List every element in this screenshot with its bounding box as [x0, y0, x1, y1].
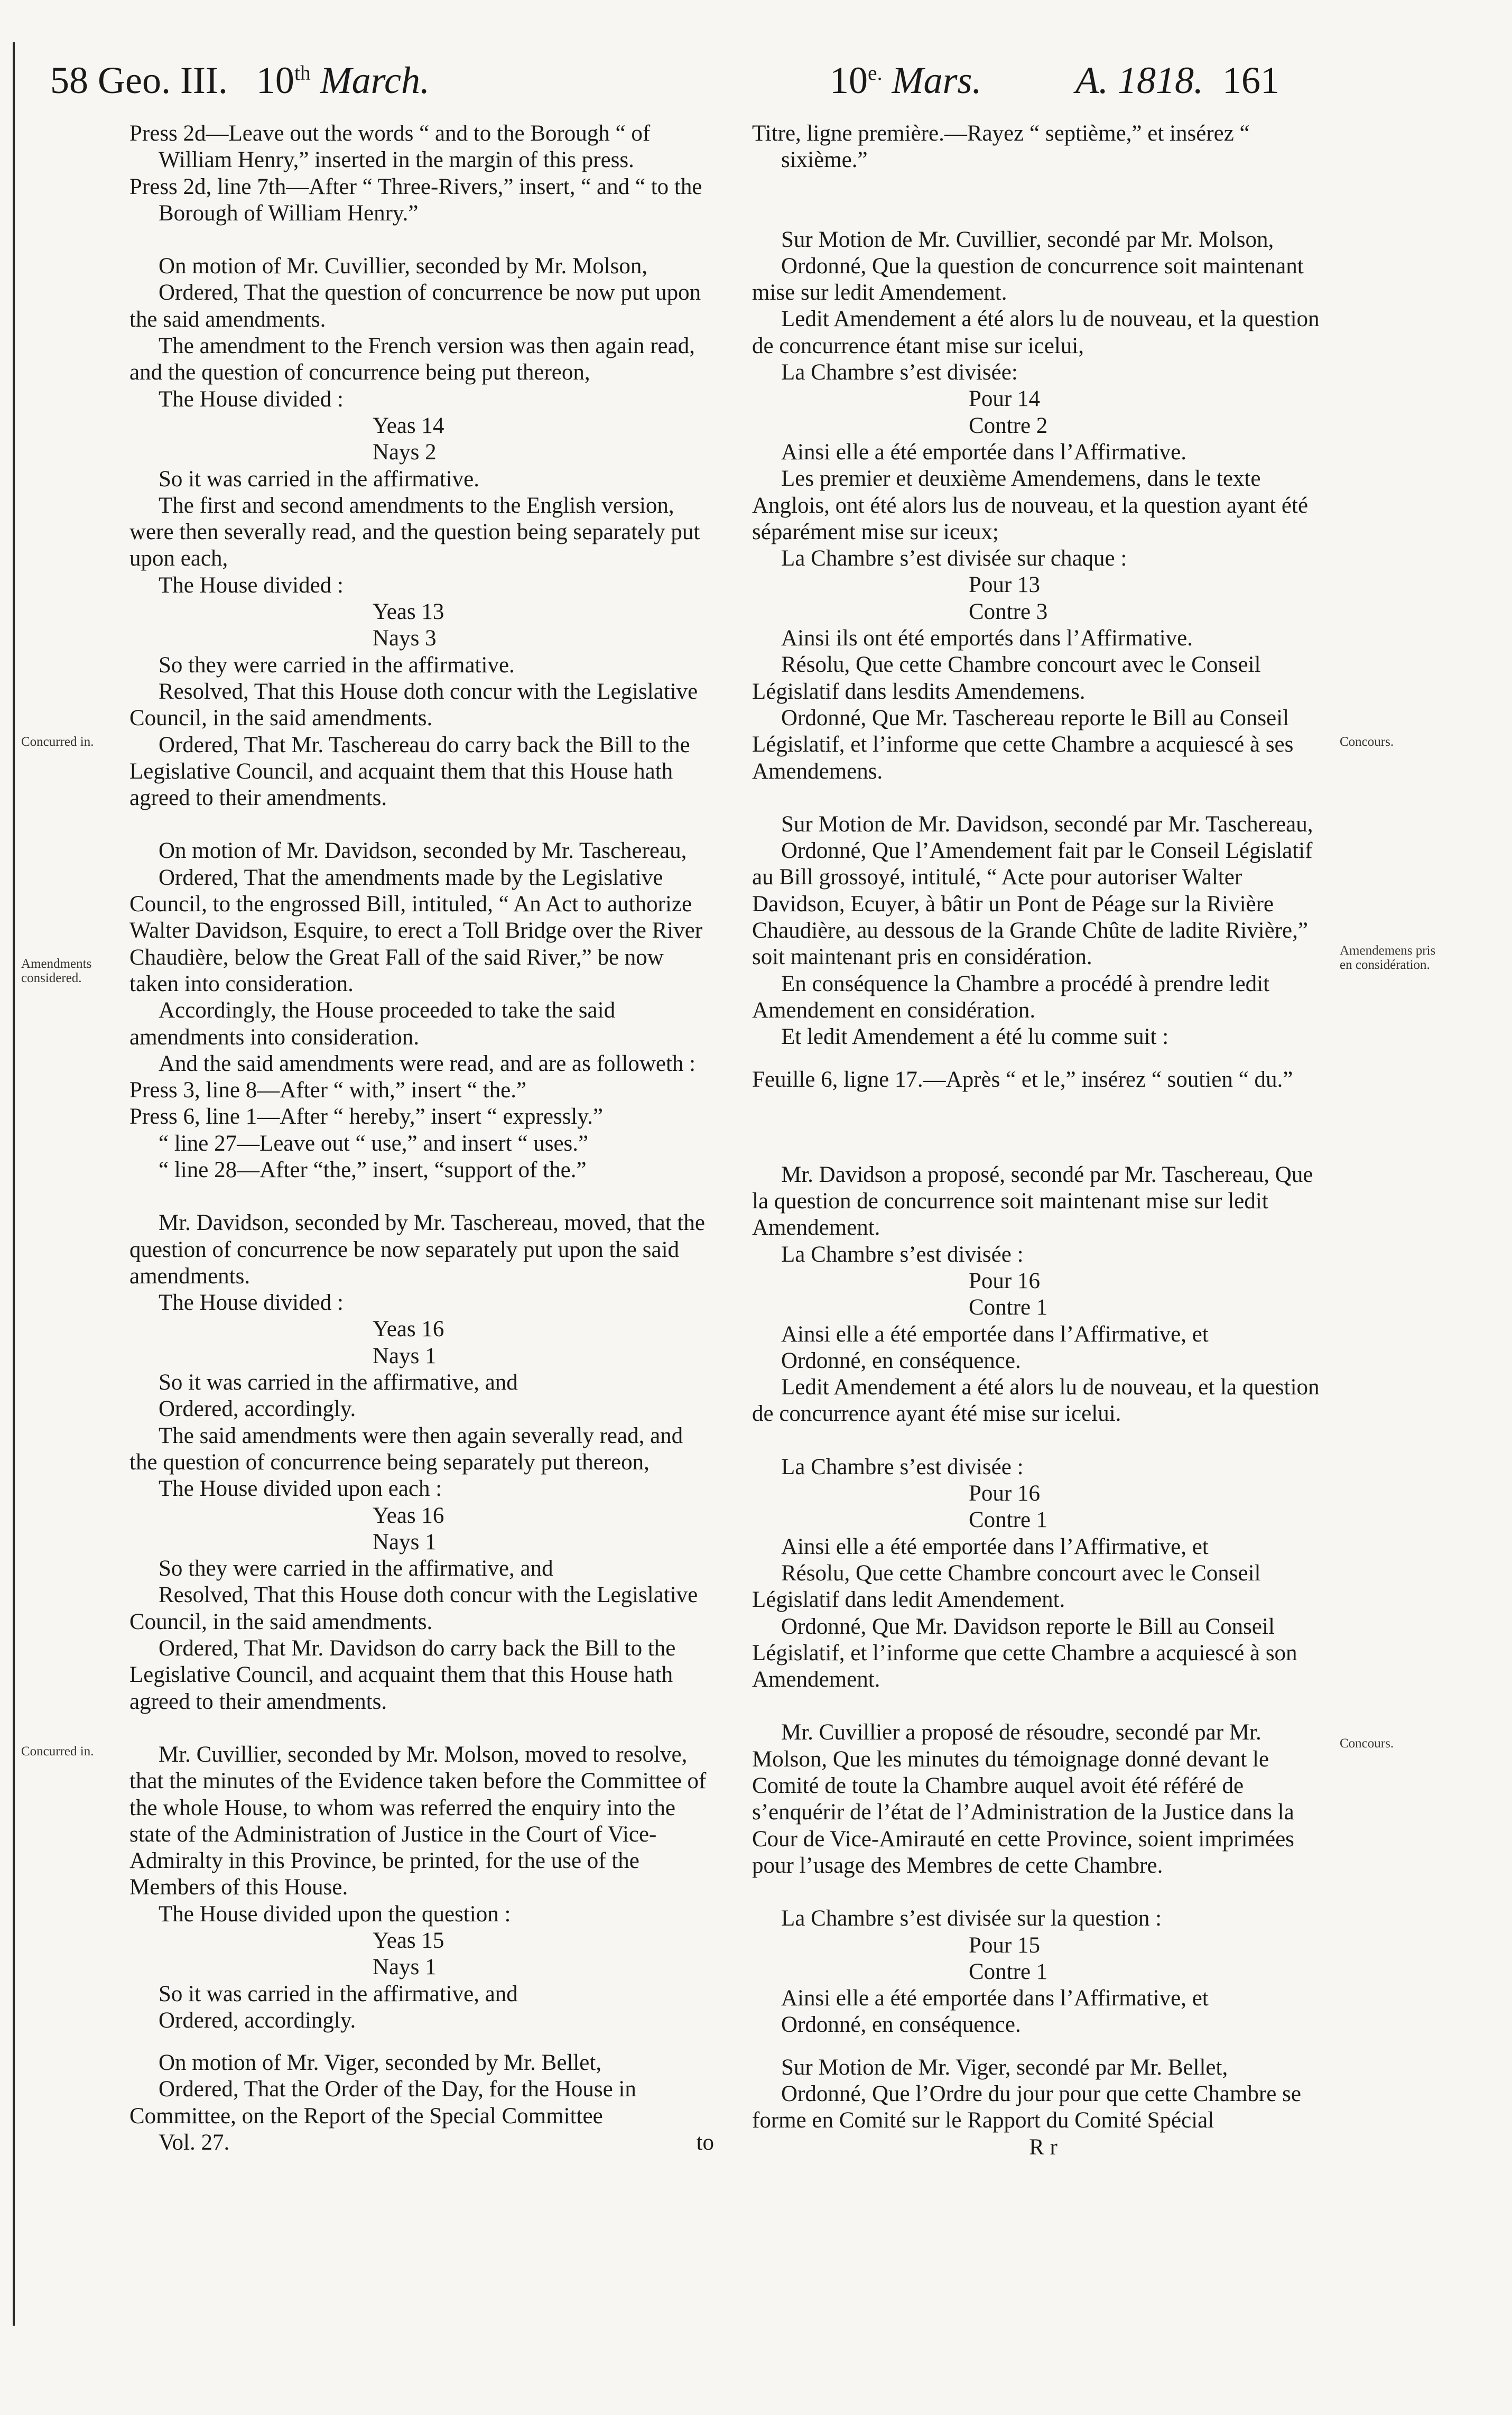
- vote-pour: Pour 16: [969, 1268, 1040, 1293]
- day-number: 10: [256, 59, 294, 101]
- running-head-left: [50, 59, 430, 101]
- paragraph: Ledit Amendement a été alors lu de nouveau, et la question de concurrence ayant été mise sur icelui.: [752, 1375, 1320, 1427]
- margin-note-left: Amendments considered.: [21, 957, 92, 985]
- footer-left: [129, 2130, 714, 2156]
- paragraph: So it was carried in the affirmative.: [159, 466, 479, 492]
- vote-yeas: Yeas 13: [373, 599, 444, 625]
- page-number: 161: [1222, 59, 1279, 101]
- amendment-line: “ line 27—Leave out “ use,” and insert “ uses.”: [159, 1131, 589, 1156]
- amendment-line: Press 2d—Leave out the words “ and to the Borough “ of William Henry,” inserted in the margin of this press.: [129, 121, 651, 173]
- paragraph: Ainsi elle a été emportée dans l’Affirmative, et: [781, 1321, 1209, 1347]
- amendment-line: “ line 28—After “the,” insert, “support of the.”: [159, 1157, 587, 1182]
- signature-mark: R r: [1029, 2134, 1058, 2160]
- paragraph: En conséquence la Chambre a procédé à prendre ledit Amendement en considération.: [752, 971, 1270, 1023]
- vote-yeas: Yeas 15: [373, 1928, 444, 1953]
- vote-contre: Contre 1: [969, 1507, 1048, 1533]
- paragraph: Accordingly, the House proceeded to take the said amendments into consideration.: [129, 998, 616, 1050]
- paragraph: Résolu, Que cette Chambre concourt avec le Conseil Législatif dans ledit Amendement.: [752, 1560, 1261, 1613]
- vote-nays: Nays 3: [373, 626, 437, 651]
- paragraph: Ordonné, Que Mr. Taschereau reporte le Bill au Conseil Législatif, et l’informe que cette Chambre a acquiescé à ses Amendemens.: [752, 705, 1294, 784]
- reign: Geo. III.: [98, 59, 228, 101]
- paragraph: Sur Motion de Mr. Cuvillier, secondé par Mr. Molson,: [781, 227, 1274, 252]
- margin-note-right: Amendemens pris en considération.: [1340, 943, 1436, 972]
- paragraph: Resolved, That this House doth concur with the Legislative Council, in the said amendments.: [129, 1583, 698, 1634]
- vote-contre: Contre 1: [969, 1295, 1048, 1320]
- amendment-line: Press 3, line 8—After “ with,” insert “ the.”: [129, 1078, 527, 1103]
- paragraph: Ordered, That the question of concurrence be now put upon the said amendments.: [129, 280, 701, 332]
- paragraph: The House divided :: [159, 572, 344, 598]
- paragraph: Mr. Cuvillier, seconded by Mr. Molson, moved to resolve, that the minutes of the Evidence taken before the Committee of the whole House, to whom was referred the enquiry into the state of the Administration of Justice in the Court of Vice-Admiralty in this Province, be printed, for the use of the Members of this House.: [129, 1742, 707, 1900]
- paragraph: So they were carried in the affirmative.: [159, 652, 515, 678]
- running-head-right: [830, 59, 981, 101]
- paragraph: The House divided upon each :: [159, 1476, 442, 1502]
- paragraph: The first and second amendments to the English version, were then severally read, and the question being separately put upon each,: [129, 493, 700, 571]
- volume-mark: Vol. 27.: [159, 2130, 230, 2155]
- paragraph: Ordered, That the amendments made by the Legislative Council, to the engrossed Bill, intituled, “ An Act to authorize Walter Davidson, Esquire, to erect a Toll Bridge over the River Chaudière, below the Great Fall of the said River,” be now taken into consideration.: [129, 865, 703, 996]
- paragraph: So it was carried in the affirmative, and: [159, 1981, 518, 2006]
- catchword: to: [696, 2130, 714, 2155]
- amendment-line: Press 2d, line 7th—After “ Three-Rivers,” insert, “ and “ to the Borough of William Henry.”: [129, 174, 702, 226]
- paragraph: Mr. Davidson a proposé, secondé par Mr. Taschereau, Que la question de concurrence soit maintenant mise sur ledit Amendement.: [752, 1162, 1313, 1241]
- margin-note-right: Concours.: [1340, 1736, 1394, 1751]
- paragraph: Ordered, accordingly.: [159, 2007, 356, 2033]
- paragraph: The said amendments were then again severally read, and the question of concurrence being separately put thereon,: [129, 1423, 683, 1475]
- paragraph: Ordonné, Que l’Amendement fait par le Conseil Législatif au Bill grossoyé, intitulé, “ Acte pour autoriser Walter Davidson, Ecuyer, à bâtir un Pont de Péage sur la Rivière Chaudière, au dessous de la Grande Chûte de ladite Rivière,” soit maintenant pris en considération.: [752, 838, 1313, 970]
- anno: A. 1818.: [1075, 59, 1203, 101]
- day-number-fr: 10: [830, 59, 868, 101]
- paragraph: Sur Motion de Mr. Viger, secondé par Mr. Bellet,: [781, 2055, 1228, 2080]
- paragraph: On motion of Mr. Davidson, seconded by Mr. Taschereau,: [159, 838, 687, 864]
- vote-nays: Nays 1: [373, 1529, 437, 1555]
- paragraph: Mr. Davidson, seconded by Mr. Taschereau, moved, that the question of concurrence be now separately put upon the said amendments.: [129, 1210, 705, 1289]
- day-suffix-fr: e.: [868, 61, 883, 85]
- paragraph: Ledit Amendement a été alors lu de nouveau, et la question de concurrence étant mise sur icelui,: [752, 307, 1320, 358]
- margin-note-left: Concurred in.: [21, 735, 94, 749]
- paragraph: Ordonné, en conséquence.: [781, 1348, 1021, 1373]
- vote-contre: Contre 2: [969, 413, 1048, 438]
- day-suffix: th: [294, 61, 311, 85]
- paragraph: On motion of Mr. Cuvillier, seconded by Mr. Molson,: [159, 254, 648, 279]
- vote-nays: Nays 1: [373, 1955, 437, 1980]
- vote-pour: Pour 15: [969, 1932, 1040, 1958]
- paragraph: Ordered, That Mr. Taschereau do carry back the Bill to the Legislative Council, and acquaint them that this House hath agreed to their amendments.: [129, 732, 690, 811]
- paragraph: So it was carried in the affirmative, and: [159, 1370, 518, 1395]
- paragraph: Ordonné, Que la question de concurrence soit maintenant mise sur ledit Amendement.: [752, 253, 1304, 306]
- vote-pour: Pour 13: [969, 572, 1040, 598]
- binding-rule: [13, 42, 15, 2326]
- vote-yeas: Yeas 16: [373, 1503, 444, 1528]
- paragraph: Ordered, accordingly.: [159, 1396, 356, 1422]
- vote-yeas: Yeas 14: [373, 413, 444, 438]
- paragraph: Ordered, That Mr. Davidson do carry back the Bill to the Legislative Council, and acquaint them that this House hath agreed to their amendments.: [129, 1636, 676, 1714]
- vote-contre: Contre 1: [969, 1959, 1048, 1984]
- volume-number: 58: [50, 59, 88, 101]
- month: March.: [320, 59, 430, 101]
- paragraph: La Chambre s’est divisée:: [781, 360, 1018, 385]
- paragraph: La Chambre s’est divisée sur la question :: [781, 1906, 1162, 1931]
- paragraph: Ordonné, en conséquence.: [781, 2012, 1021, 2038]
- month-fr: Mars.: [892, 59, 982, 101]
- paragraph: La Chambre s’est divisée :: [781, 1242, 1024, 1267]
- vote-nays: Nays 2: [373, 440, 437, 465]
- paragraph: Les premier et deuxième Amendemens, dans le texte Anglois, ont été alors lus de nouveau, et la question ayant été séparément mise sur iceux;: [752, 466, 1309, 544]
- paragraph: Ainsi ils ont été emportés dans l’Affirmative.: [781, 626, 1193, 651]
- paragraph: The House divided upon the question :: [159, 1901, 511, 1927]
- margin-note-left: Concurred in.: [21, 1744, 94, 1759]
- paragraph: Ainsi elle a été emportée dans l’Affirmative.: [781, 439, 1186, 465]
- paragraph: So they were carried in the affirmative, and: [159, 1556, 553, 1581]
- paragraph: Mr. Cuvillier a proposé de résoudre, secondé par Mr. Molson, Que les minutes du témoignage donné devant le Comité de toute la Chambre auquel avoit été référé de s’enquérir de l’état de l’Administration de la Justice dans la Cour de Vice-Amirauté en cette Province, soient imprimées pour l’usage des Membres de cette Chambre.: [752, 1720, 1294, 1878]
- vote-pour: Pour 14: [969, 386, 1040, 412]
- amendment-line: Titre, ligne première.—Rayez “ septième,” et insérez “ sixième.”: [752, 121, 1250, 173]
- paragraph: Et ledit Amendement a été lu comme suit :: [781, 1024, 1169, 1050]
- paragraph: The amendment to the French version was then again read, and the question of concurrence being put thereon,: [129, 334, 695, 385]
- paragraph: On motion of Mr. Viger, seconded by Mr. Bellet,: [159, 2050, 602, 2076]
- english-column: [129, 121, 714, 2156]
- paragraph: La Chambre s’est divisée :: [781, 1454, 1024, 1479]
- paragraph: The House divided :: [159, 386, 344, 412]
- paragraph: Ordonné, Que Mr. Davidson reporte le Bill au Conseil Législatif, et l’informe que cette Chambre a acquiescé à son Amendement.: [752, 1614, 1297, 1692]
- amendment-line: Feuille 6, ligne 17.—Après “ et le,” insérez “ soutien “ du.”: [752, 1067, 1293, 1092]
- year-and-page: [1075, 59, 1279, 101]
- amendment-line: Press 6, line 1—After “ hereby,” insert “ expressly.”: [129, 1104, 603, 1130]
- french-column: [752, 121, 1334, 2161]
- vote-yeas: Yeas 16: [373, 1317, 444, 1342]
- paragraph: Resolved, That this House doth concur with the Legislative Council, in the said amendments.: [129, 679, 698, 731]
- paragraph: The House divided :: [159, 1290, 344, 1316]
- paragraph: Résolu, Que cette Chambre concourt avec le Conseil Législatif dans lesdits Amendemens.: [752, 652, 1261, 704]
- vote-nays: Nays 1: [373, 1343, 437, 1368]
- paragraph: Sur Motion de Mr. Davidson, secondé par Mr. Taschereau,: [781, 811, 1313, 837]
- vote-contre: Contre 3: [969, 599, 1048, 624]
- vote-pour: Pour 16: [969, 1481, 1040, 1506]
- paragraph: Ordonné, Que l’Ordre du jour pour que cette Chambre se forme en Comité sur le Rapport du Comité Spécial: [752, 2081, 1301, 2133]
- paragraph: Ainsi elle a été emportée dans l’Affirmative, et: [781, 1986, 1209, 2011]
- paragraph: Ordered, That the Order of the Day, for the House in Committee, on the Report of the Special Committee: [129, 2077, 636, 2129]
- paragraph: Ainsi elle a été emportée dans l’Affirmative, et: [781, 1534, 1209, 1559]
- paragraph: La Chambre s’est divisée sur chaque :: [781, 546, 1127, 571]
- paragraph: And the said amendments were read, and are as followeth :: [159, 1051, 696, 1076]
- margin-note-right: Concours.: [1340, 735, 1394, 749]
